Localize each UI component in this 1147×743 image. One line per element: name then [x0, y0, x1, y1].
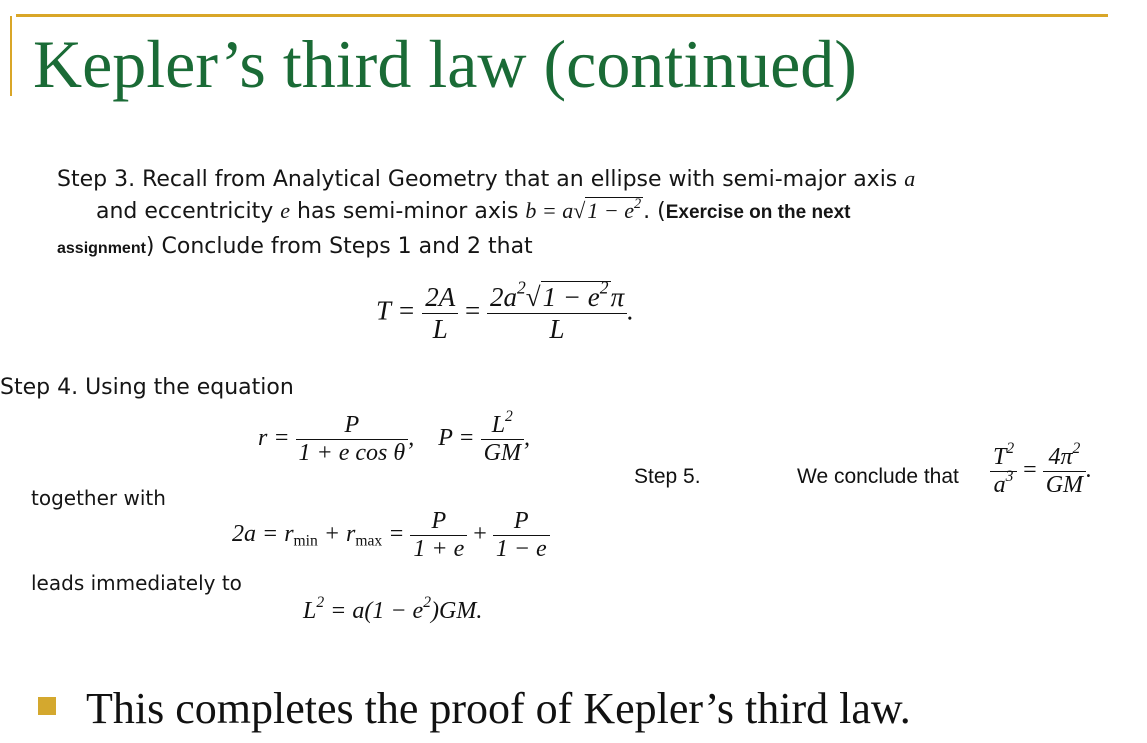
- bullet-square-icon: [38, 697, 56, 715]
- step3-line3: assignment) Conclude from Steps 1 and 2 that: [57, 234, 533, 259]
- angular-momentum-result: $L^2 = a(1 - e^2)GM$.: [303, 594, 483, 624]
- top-accent-rule: [16, 14, 1108, 17]
- leads-immediately-label: leads immediately to: [31, 571, 242, 595]
- semi-major-axis-equation: $2a = r_{min} + r_{max}$ = $\frac{P}{1 + e}$ + $\frac{P}{1 - e}$: [232, 508, 550, 563]
- together-with-label: together with: [31, 486, 166, 510]
- fraction-area-formula: $\frac{2a^2√1 - e^2\pi}{L}$: [487, 282, 627, 345]
- fraction-2a-over-l: $\frac{2A}{L}$: [422, 282, 458, 345]
- orbit-equation: r = $\frac{P}{\text{1 + e cos θ}}$ , P = $\frac{L^2}{GM}$ ,: [258, 408, 530, 466]
- fraction-t2-over-a3: $\frac{T^2}{a^3}$: [990, 444, 1017, 499]
- exercise-note: Exercise on the next: [665, 202, 851, 223]
- kepler-third-law-equation: $\frac{T^2}{a^3}$ = $\frac{4\pi^2}{GM}$ .: [990, 444, 1092, 499]
- step5-conclude-label: We conclude that: [797, 465, 959, 488]
- assignment-note: assignment: [57, 240, 146, 257]
- sqrt-expression: $√1 - e^2$: [573, 196, 642, 223]
- left-accent-rule: [10, 16, 12, 96]
- fraction-p-over-1-minus-e: $\frac{P}{1 - e}$: [493, 508, 550, 563]
- fraction-p-over-1-plus-ecos: $\frac{P}{\text{1 + e cos θ}}$: [296, 412, 409, 467]
- step5-label: Step 5.: [634, 465, 701, 488]
- step3-line1: Step 3. Recall from Analytical Geometry that an ellipse with semi-major axis a: [57, 166, 916, 192]
- step3-line2: and eccentricity e has semi-minor axis $b = a√1 - e^2$. (Exercise on the next: [96, 196, 851, 224]
- period-equation: T = $\frac{2A}{L}$ = $\frac{2a^2√1 - e^2\pi}{L}$ .: [376, 277, 634, 344]
- fraction-l2-over-gm: $\frac{L^2}{GM}$: [481, 412, 524, 467]
- step4-intro: Step 4. Using the equation: [0, 375, 294, 400]
- fraction-p-over-1-plus-e: $\frac{P}{1 + e}$: [410, 508, 467, 563]
- conclusion-text: This completes the proof of Kepler’s third law.: [86, 684, 911, 733]
- page-title: Kepler’s third law (continued): [33, 26, 857, 102]
- fraction-4pi2-over-gm: $\frac{4\pi^2}{GM}$: [1043, 444, 1086, 499]
